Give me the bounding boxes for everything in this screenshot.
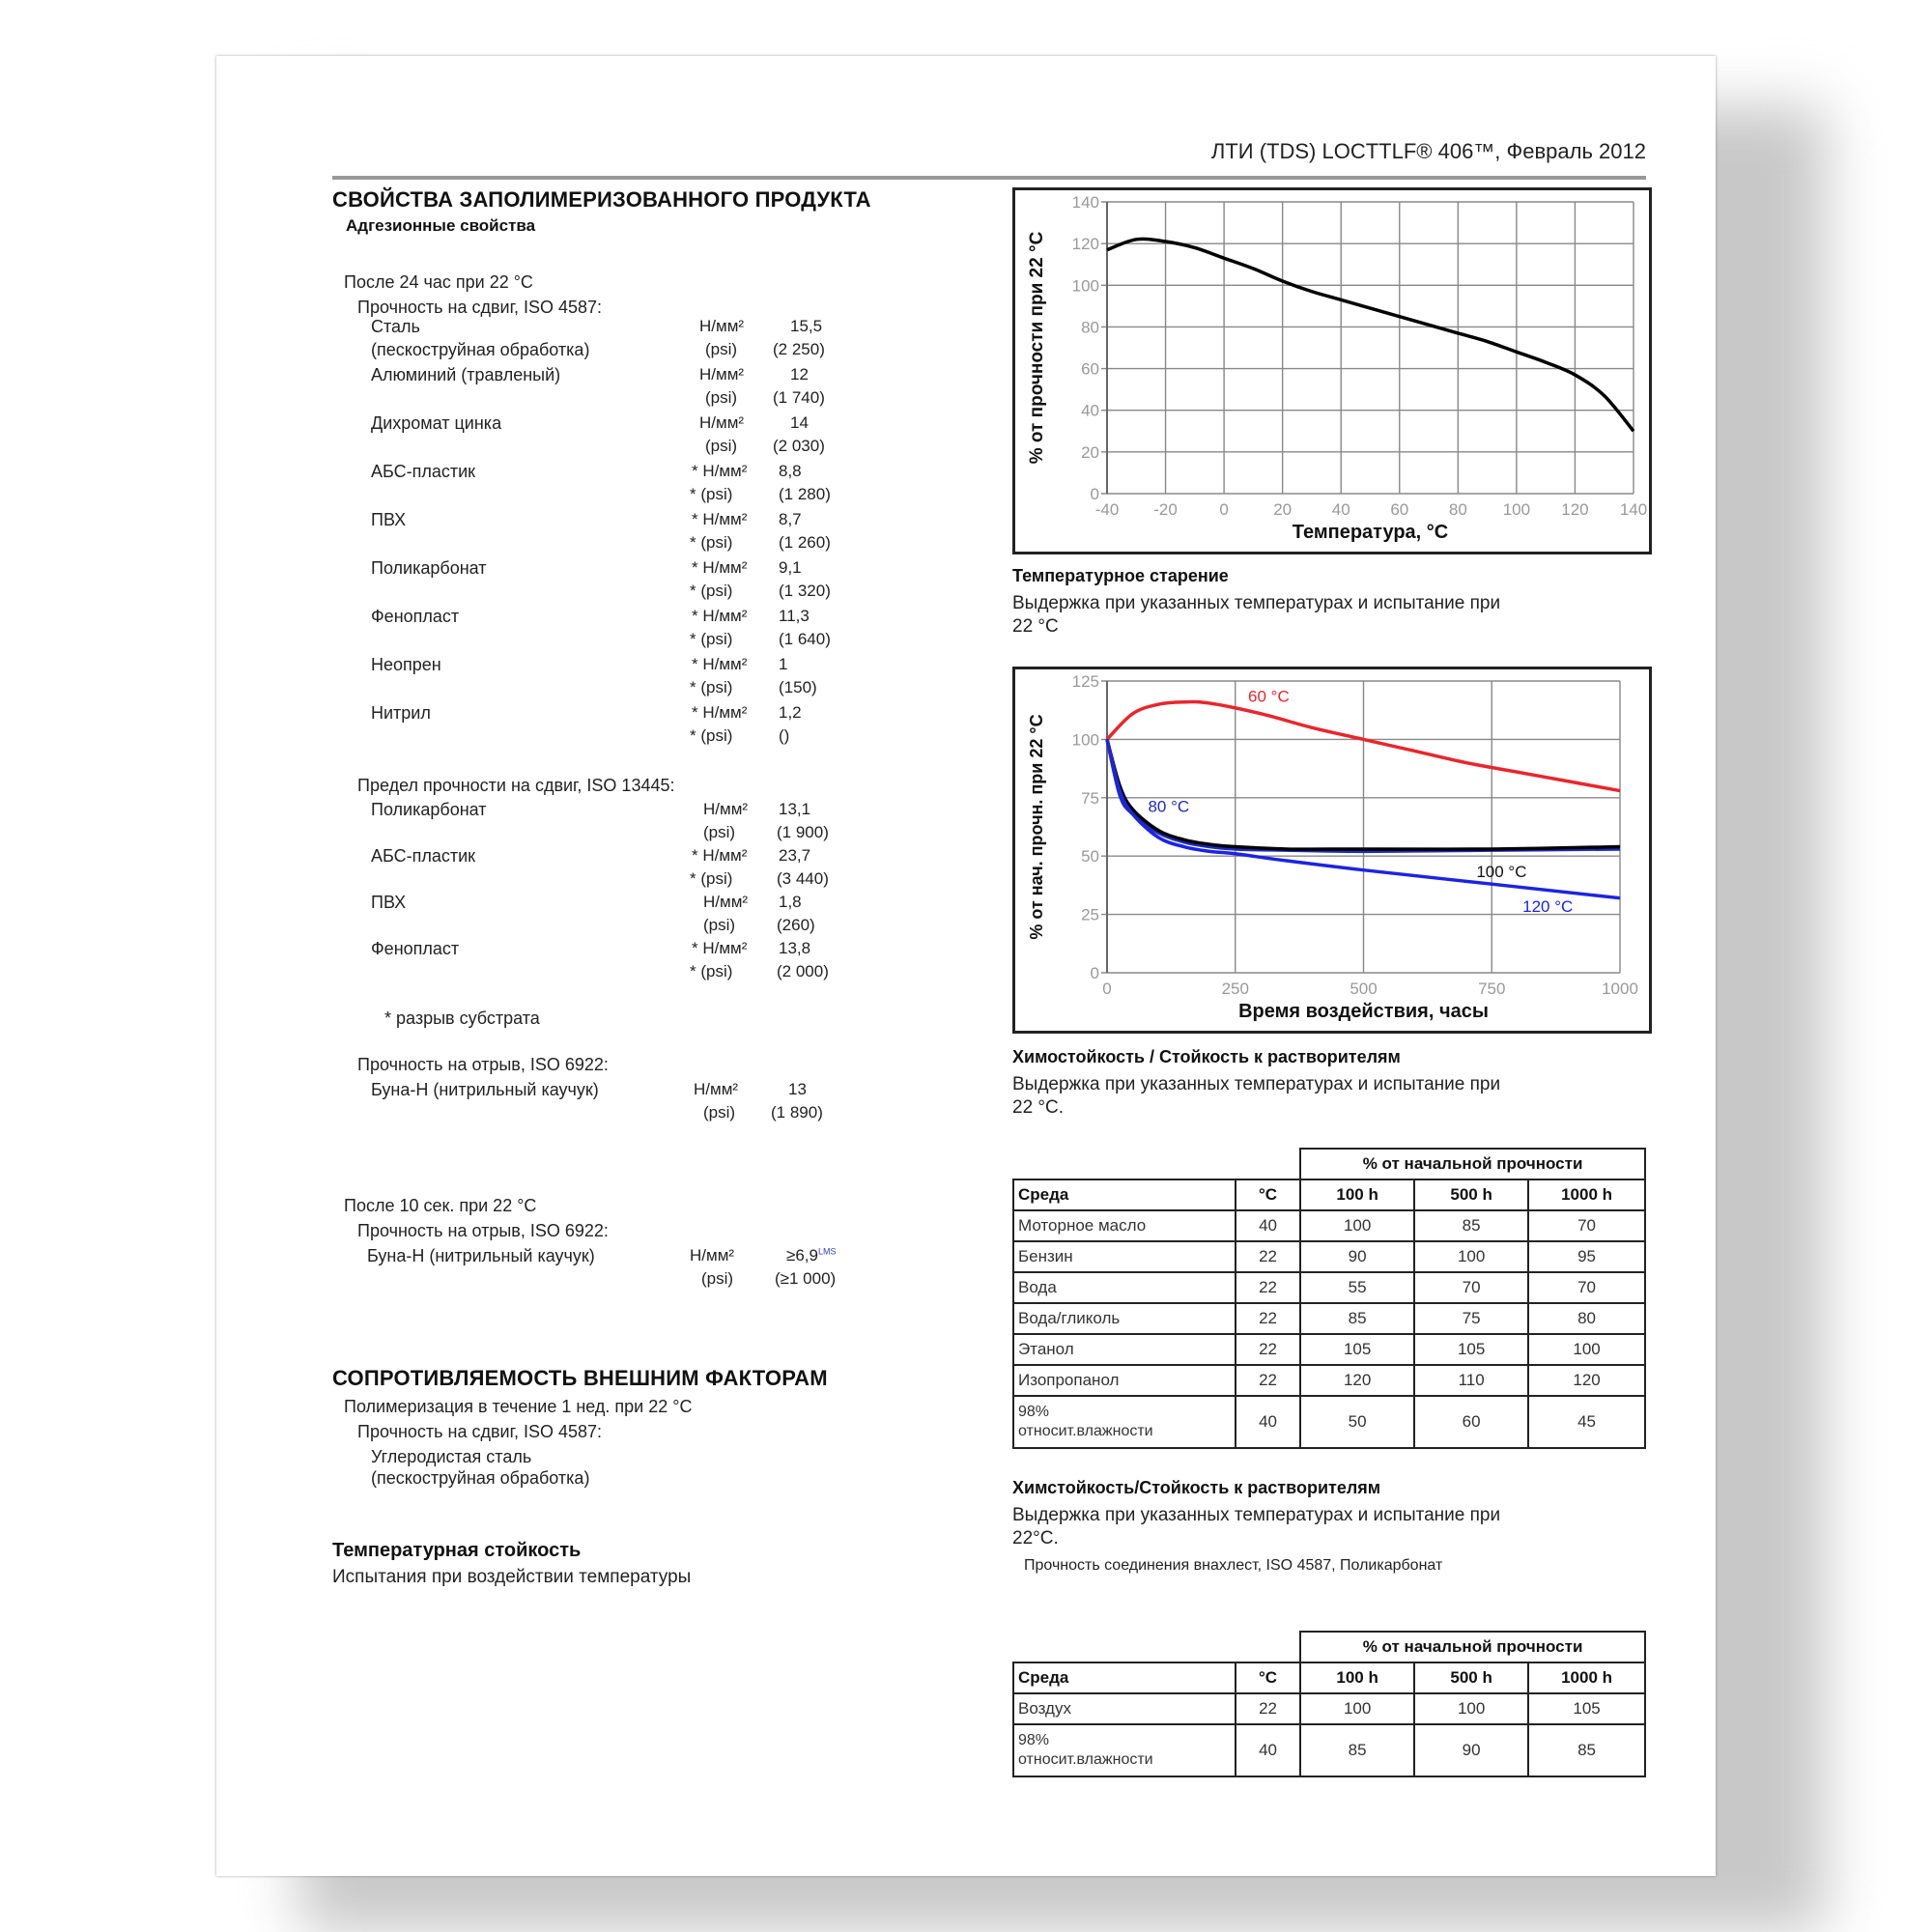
- shear-limit-material: Фенопласт: [371, 939, 460, 958]
- y-tick-label: 100: [1071, 276, 1099, 296]
- table-header-cell: 500 h: [1414, 1662, 1528, 1693]
- humidity-percent: 98%: [1018, 1404, 1050, 1420]
- table-cell: Бензин: [1013, 1241, 1236, 1272]
- shear-limit-unit-si: * Н/мм²: [692, 846, 748, 865]
- y-axis-label: % от прочности при 22 °C: [1027, 231, 1047, 465]
- shear-limit-value-psi: (1 900): [777, 823, 829, 841]
- shear-limit-unit-psi: * (psi): [690, 869, 733, 888]
- table-cell: 40: [1236, 1210, 1300, 1241]
- table-cell: 70: [1414, 1272, 1528, 1303]
- table-cell: Изопропанол: [1013, 1365, 1236, 1396]
- x-tick-label: 0: [1102, 980, 1112, 998]
- document-header: ЛТИ (TDS) LOCTTLF® 406™, Февраль 2012: [1210, 139, 1646, 163]
- heat-aging-desc-2: 22 °C: [1012, 616, 1059, 637]
- table-cell: 105: [1414, 1334, 1528, 1365]
- y-tick-label: 75: [1081, 788, 1099, 808]
- heat-aging-desc-1: Выдержка при указанных температурах и испытание при: [1012, 593, 1501, 613]
- humidity-label: относит.влажности: [1018, 1423, 1153, 1439]
- table-row: [1013, 1724, 1645, 1776]
- x-tick-label: 140: [1619, 500, 1648, 519]
- table-cell: 22: [1236, 1241, 1300, 1272]
- shear-unit-psi: (psi): [705, 388, 738, 407]
- x-tick-label: 250: [1221, 980, 1249, 998]
- table-blank-corner: [1013, 1149, 1300, 1179]
- shear-limit-unit-psi: (psi): [703, 823, 736, 841]
- table-cell: 105: [1300, 1334, 1414, 1365]
- shear-limit-value-si: 13,1: [779, 800, 811, 818]
- peel2-unit-psi: (psi): [701, 1269, 734, 1288]
- chem-resistance-title-2: Химстойкость/Стойкость к растворителям: [1012, 1478, 1381, 1497]
- table-cell: 55: [1300, 1272, 1414, 1303]
- shear-unit-psi: (psi): [705, 340, 738, 358]
- series-annotation: 60 °C: [1248, 687, 1290, 706]
- shear-material: Дихромат цинка: [371, 413, 502, 433]
- shear-material: Неопрен: [371, 655, 441, 674]
- shear-limit-unit-si: Н/мм²: [703, 893, 749, 911]
- humidity-percent: 98%: [1018, 1732, 1050, 1748]
- after-24h-label: После 24 час при 22 °C: [344, 272, 533, 292]
- table-cell: 75: [1414, 1303, 1528, 1334]
- table-cell-humidity: [1013, 1396, 1236, 1448]
- heat-exposure-chart: [1015, 669, 1649, 1031]
- shear-material: Нитрил: [371, 703, 431, 723]
- shear-value-si: 14: [790, 413, 809, 432]
- table-cell: 120: [1528, 1365, 1645, 1396]
- table-group-header: % от начальной прочности: [1300, 1632, 1645, 1662]
- x-tick-label: -20: [1153, 500, 1178, 519]
- shear-material-note: (пескоструйная обработка): [371, 340, 590, 359]
- temperature-resistance-text: Испытания при воздействии температуры: [332, 1567, 692, 1587]
- table-cell: 85: [1528, 1724, 1645, 1776]
- peel2-value-psi: (≥1 000): [775, 1269, 837, 1288]
- table-header-cell: Среда: [1013, 1179, 1236, 1210]
- shear-unit-psi: * (psi): [690, 630, 733, 648]
- shear-limit-value-psi: (2 000): [777, 962, 829, 980]
- table-cell: 100: [1414, 1241, 1528, 1272]
- carbon-steel-label: Углеродистая сталь: [371, 1447, 532, 1466]
- section-title-cured-properties: СВОЙСТВА ЗАПОЛИМЕРИЗОВАННОГО ПРОДУКТА: [332, 187, 871, 212]
- series-line-strength: [1107, 239, 1634, 431]
- table-cell: 100: [1414, 1693, 1528, 1724]
- y-tick-label: 0: [1090, 485, 1099, 503]
- shear-value-psi: (1 260): [779, 533, 831, 552]
- shear-unit-si: Н/мм²: [699, 413, 745, 432]
- y-tick-label: 0: [1090, 964, 1099, 982]
- table-header-cell: °C: [1236, 1662, 1300, 1693]
- series-annotation: 100 °C: [1476, 862, 1527, 881]
- y-tick-label: 20: [1081, 442, 1099, 462]
- x-tick-label: 0: [1219, 500, 1229, 519]
- shear-material: Фенопласт: [371, 607, 460, 626]
- table-cell: 95: [1528, 1241, 1645, 1272]
- table-row: [1013, 1693, 1645, 1724]
- chem-resistance-desc-1: Выдержка при указанных температурах и испытание при: [1012, 1074, 1501, 1094]
- shear-unit-si: * Н/мм²: [692, 607, 748, 625]
- chem-resistance-2-desc-2: 22°C.: [1012, 1528, 1059, 1548]
- shear-unit-si: * Н/мм²: [692, 462, 748, 480]
- shear-value-si: 12: [790, 365, 809, 384]
- table-header-cell: 1000 h: [1528, 1179, 1645, 1210]
- shear-value-psi: (2 250): [773, 340, 825, 358]
- table-cell: 40: [1236, 1724, 1300, 1776]
- peel-unit-psi: (psi): [703, 1103, 736, 1122]
- shear-limit-material: Поликарбонат: [371, 800, 487, 819]
- shear-unit-si: * Н/мм²: [692, 558, 748, 577]
- table-cell: Моторное масло: [1013, 1210, 1236, 1241]
- table-row: [1013, 1334, 1645, 1365]
- peel-strength-title: Прочность на отрыв, ISO 6922:: [357, 1055, 609, 1074]
- x-tick-label: 500: [1350, 980, 1378, 998]
- shear-value-si: 8,8: [779, 462, 802, 480]
- chem-resistance-title: Химостойкость / Стойкость к растворителям: [1012, 1047, 1401, 1066]
- shear-value-si: 1,2: [779, 703, 802, 722]
- table-header-cell: Среда: [1013, 1662, 1236, 1693]
- series-annotation: 120 °C: [1522, 897, 1574, 917]
- table-cell: 100: [1528, 1334, 1645, 1365]
- chem-resistance-2-desc-1: Выдержка при указанных температурах и испытание при: [1012, 1505, 1501, 1525]
- table-cell: 80: [1528, 1303, 1645, 1334]
- table-cell: 85: [1300, 1724, 1414, 1776]
- shear-material: ПВХ: [371, 510, 407, 529]
- shear-value-psi: (): [779, 726, 790, 745]
- table-cell: 22: [1236, 1365, 1300, 1396]
- peel2-value-si: $\ge 6,9^{LMS}$: [786, 1246, 837, 1264]
- table-cell: 110: [1414, 1365, 1528, 1396]
- shear-unit-si: * Н/мм²: [692, 703, 748, 722]
- table-row: [1013, 1303, 1645, 1334]
- x-tick-label: 100: [1502, 500, 1531, 519]
- table-cell: 85: [1300, 1303, 1414, 1334]
- y-axis-label: % от нач. прочн. при 22 °C: [1027, 714, 1046, 940]
- heat-exposure-chart-box: [1012, 667, 1652, 1034]
- shear-unit-psi: * (psi): [690, 485, 733, 503]
- shear-limit-value-si: 1,8: [779, 893, 802, 911]
- x-tick-label: 60: [1390, 500, 1409, 519]
- table-cell: Вода/гликоль: [1013, 1303, 1236, 1334]
- lap-shear-note: Прочность соединения внахлест, ISO 4587, Поликарбонат: [1024, 1557, 1443, 1574]
- shear-value-psi: (1 640): [779, 630, 831, 648]
- table-cell: 105: [1528, 1693, 1645, 1724]
- shear-value-psi: (1 320): [779, 582, 831, 600]
- shear-value-si: 15,5: [790, 317, 823, 335]
- humidity-label: относит.влажности: [1018, 1751, 1153, 1768]
- heat-aging-chart-box: [1012, 187, 1652, 554]
- shear-unit-si: * Н/мм²: [692, 655, 748, 673]
- chart-grid: [1101, 681, 1620, 973]
- shear-unit-psi: * (psi): [690, 582, 733, 600]
- shear-unit-psi: * (psi): [690, 678, 733, 696]
- shear-unit-si: * Н/мм²: [692, 510, 748, 528]
- table-row: [1013, 1210, 1645, 1241]
- shear-strength-title: Прочность на сдвиг, ISO 4587:: [357, 298, 603, 317]
- shear-value-si: 1: [779, 655, 788, 673]
- table-cell: 120: [1300, 1365, 1414, 1396]
- table-header-cell: 100 h: [1300, 1662, 1414, 1693]
- y-tick-label: 50: [1081, 847, 1099, 867]
- shear-limit-unit-psi: (psi): [703, 916, 736, 934]
- table-cell: 40: [1236, 1396, 1300, 1448]
- shear-limit-material: ПВХ: [371, 893, 407, 912]
- table-blank-corner: [1013, 1632, 1300, 1662]
- x-tick-label: -40: [1094, 500, 1120, 519]
- table-row: [1013, 1396, 1645, 1448]
- cure-week-label: Полимеризация в течение 1 нед. при 22 °C: [344, 1397, 693, 1416]
- y-tick-label: 140: [1071, 193, 1099, 212]
- x-tick-label: 1000: [1602, 980, 1638, 998]
- chem-resistance-table-2: [1012, 1631, 1646, 1777]
- shear-unit-si: Н/мм²: [699, 365, 745, 384]
- table-header-cell: 100 h: [1300, 1179, 1414, 1210]
- table-cell: 100: [1300, 1693, 1414, 1724]
- shear-unit-psi: * (psi): [690, 533, 733, 552]
- table-group-header: % от начальной прочности: [1300, 1149, 1645, 1179]
- y-tick-label: 25: [1081, 905, 1099, 924]
- shear-limit-unit-si: Н/мм²: [703, 800, 749, 818]
- table-cell: 85: [1414, 1210, 1528, 1241]
- shear-unit-psi: (psi): [705, 437, 738, 455]
- table-header-cell: 500 h: [1414, 1179, 1528, 1210]
- table-cell: Вода: [1013, 1272, 1236, 1303]
- table-header-cell: 1000 h: [1528, 1662, 1645, 1693]
- header-rule: [332, 176, 1646, 180]
- x-axis-label: Время воздействия, часы: [1238, 1001, 1489, 1022]
- peel-strength-title-2: Прочность на отрыв, ISO 6922:: [357, 1221, 609, 1240]
- x-tick-label: 750: [1478, 980, 1506, 998]
- shear-limit-unit-si: * Н/мм²: [692, 939, 748, 957]
- peel-unit-si: Н/мм²: [694, 1080, 739, 1098]
- shear-value-si: 9,1: [779, 558, 802, 577]
- shear-value-psi: (1 740): [773, 388, 825, 407]
- y-tick-label: 80: [1081, 318, 1099, 337]
- shear-unit-si: Н/мм²: [699, 317, 745, 335]
- shear-unit-psi: * (psi): [690, 726, 733, 745]
- y-tick-label: 120: [1071, 235, 1099, 254]
- adhesion-title: Адгезионные свойства: [346, 216, 536, 235]
- shear-limit-value-psi: (260): [777, 916, 815, 934]
- shear-material: Алюминий (травленый): [371, 365, 561, 384]
- table-cell: 90: [1414, 1724, 1528, 1776]
- shear-strength-title-2: Прочность на сдвиг, ISO 4587:: [357, 1422, 603, 1441]
- chem-resistance-table: [1012, 1148, 1646, 1449]
- series-annotation: 80 °C: [1148, 797, 1190, 816]
- table-cell: 100: [1300, 1210, 1414, 1241]
- shear-value-si: 11,3: [779, 607, 810, 625]
- table-cell: 50: [1300, 1396, 1414, 1448]
- table-row: [1013, 1272, 1645, 1303]
- heat-aging-title: Температурное старение: [1012, 566, 1229, 585]
- document-page: [216, 56, 1716, 1876]
- peel2-material: Буна-Н (нитрильный каучук): [367, 1246, 595, 1265]
- shear-limit-value-si: 23,7: [779, 846, 811, 865]
- section-title-environmental-resistance: СОПРОТИВЛЯЕМОСТЬ ВНЕШНИМ ФАКТОРАМ: [332, 1366, 828, 1390]
- table-cell: 70: [1528, 1210, 1645, 1241]
- table-cell: Этанол: [1013, 1334, 1236, 1365]
- x-tick-label: 80: [1448, 500, 1467, 519]
- y-tick-label: 40: [1081, 401, 1099, 420]
- lms-superscript: LMS: [817, 1246, 837, 1257]
- shear-material: Сталь: [371, 317, 420, 336]
- table-header-cell: °C: [1236, 1179, 1300, 1210]
- table-cell: 22: [1236, 1272, 1300, 1303]
- y-tick-label: 60: [1081, 359, 1099, 379]
- peel2-unit-si: Н/мм²: [690, 1246, 735, 1264]
- shear-material: АБС-пластик: [371, 462, 476, 481]
- temperature-resistance-title: Температурная стойкость: [332, 1540, 582, 1561]
- table-cell: Воздух: [1013, 1693, 1236, 1724]
- heat-aging-chart: [1015, 190, 1649, 552]
- table-cell: 45: [1528, 1396, 1645, 1448]
- shear-limit-unit-psi: * (psi): [690, 962, 733, 980]
- shear-limit-value-si: 13,8: [779, 939, 811, 957]
- substrate-failure-note: * разрыв субстрата: [384, 1009, 540, 1028]
- x-tick-label: 120: [1561, 500, 1589, 519]
- shear-limit-material: АБС-пластик: [371, 846, 476, 866]
- table-cell: 60: [1414, 1396, 1528, 1448]
- table-cell: 22: [1236, 1334, 1300, 1365]
- peel-value-si: 13: [788, 1080, 807, 1098]
- table-row: [1013, 1365, 1645, 1396]
- after-10s-label: После 10 сек. при 22 °C: [344, 1196, 537, 1215]
- shear-value-psi: (1 280): [779, 485, 831, 503]
- peel-material: Буна-Н (нитрильный каучук): [371, 1080, 599, 1099]
- y-tick-label: 100: [1071, 730, 1099, 750]
- shear-limit-value-psi: (3 440): [777, 869, 829, 888]
- table-cell-humidity: [1013, 1724, 1236, 1776]
- shear-material: Поликарбонат: [371, 558, 487, 578]
- table-row: [1013, 1241, 1645, 1272]
- shear-value-psi: (150): [779, 678, 817, 696]
- x-tick-label: 40: [1331, 500, 1350, 519]
- table-cell: 90: [1300, 1241, 1414, 1272]
- carbon-steel-label-2: (пескоструйная обработка): [371, 1468, 590, 1488]
- table-cell: 70: [1528, 1272, 1645, 1303]
- shear-value-si: 8,7: [779, 510, 802, 528]
- peel-value-psi: (1 890): [771, 1103, 823, 1122]
- shear-value-psi: (2 030): [773, 437, 825, 455]
- x-tick-label: 20: [1273, 500, 1293, 519]
- chem-resistance-desc-2: 22 °C.: [1012, 1097, 1065, 1118]
- shear-limit-title: Предел прочности на сдвиг, ISO 13445:: [357, 776, 675, 795]
- table-cell: 22: [1236, 1303, 1300, 1334]
- x-axis-label: Температура, °C: [1292, 522, 1449, 543]
- table-cell: 22: [1236, 1693, 1300, 1724]
- y-tick-label: 125: [1071, 672, 1099, 691]
